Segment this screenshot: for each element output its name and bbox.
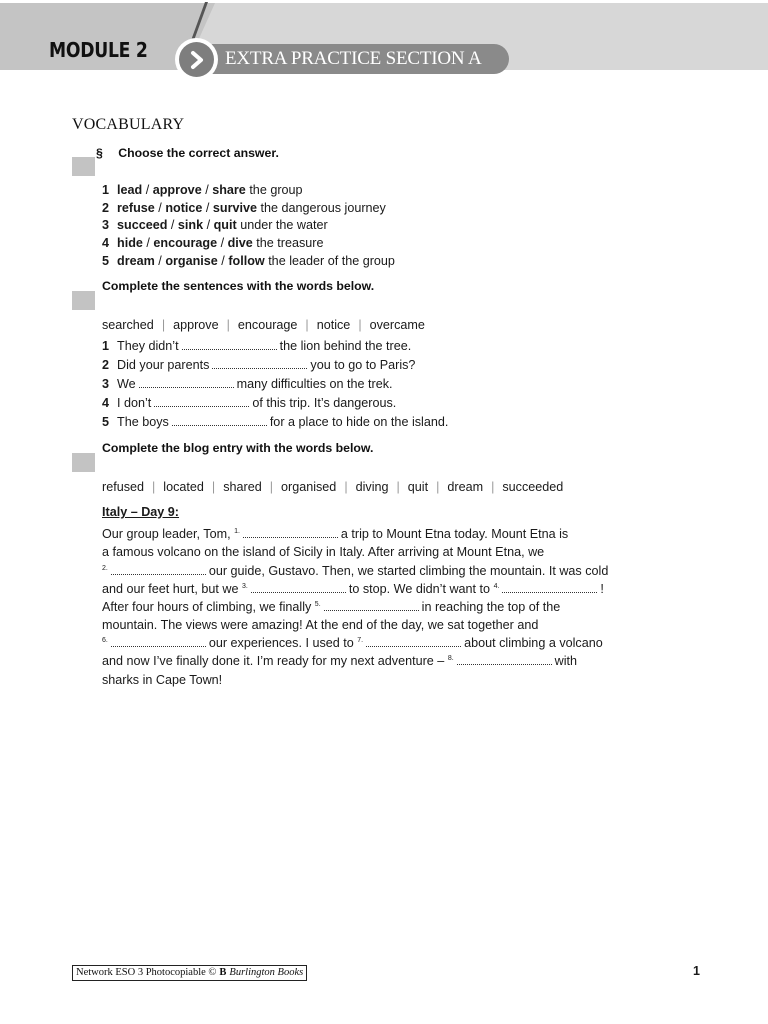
exercise-1-number-box (72, 157, 95, 176)
vocabulary-heading: VOCABULARY (72, 116, 185, 133)
list-item: 2 refuse / notice / survive the dangerous journey (102, 201, 386, 215)
blog-line: mountain. The views were amazing! At the end of the day, we sat together and (102, 618, 539, 632)
answer-blank[interactable] (366, 636, 461, 647)
answer-blank[interactable] (111, 564, 206, 575)
blog-line: $^{6.}$ our experiences. I used to $^{7.}$ about climbing a volcano (102, 636, 603, 650)
blog-line: $^{2.}$ our guide, Gustavo. Then, we started climbing the mountain. It was cold (102, 564, 609, 578)
blog-line: Our group leader, Tom, $^{1.}$ a trip to Mount Etna today. Mount Etna is (102, 527, 569, 541)
answer-blank[interactable] (457, 654, 552, 665)
exercise-3-number-box (72, 453, 95, 472)
list-item: 4 I don’t of this trip. It’s dangerous. (102, 396, 397, 410)
blog-line: a famous volcano on the island of Sicily in Italy. After arriving at Mount Etna, we (102, 545, 545, 559)
blog-heading: Italy – Day 9: (102, 505, 180, 519)
section-title: EXTRA PRACTICE SECTION A (225, 48, 482, 69)
answer-blank[interactable] (212, 358, 307, 369)
blog-line: and now I’ve finally done it. I’m ready for my next adventure – $^{8.}$ with (102, 654, 578, 668)
word-bank: searched | approve | encourage | notice | overcame (102, 318, 425, 332)
answer-blank[interactable] (154, 396, 249, 407)
burlington-logo-icon: B (219, 967, 227, 978)
list-item: 5 The boys for a place to hide on the island. (102, 415, 449, 429)
blog-line: and our feet hurt, but we $^{3.}$ to stop. We didn’t want to $^{4.}$ ! (102, 582, 604, 596)
module-label: MODULE 2 (49, 38, 148, 62)
answer-blank[interactable] (324, 600, 419, 611)
blog-line: sharks in Cape Town! (102, 673, 223, 687)
answer-blank[interactable] (251, 582, 346, 593)
list-item: 3 succeed / sink / quit under the water (102, 218, 328, 232)
answer-blank[interactable] (172, 415, 267, 426)
answer-blank[interactable] (502, 582, 597, 593)
list-item: 4 hide / encourage / dive the treasure (102, 236, 324, 250)
list-item: 1 lead / approve / share the group (102, 183, 303, 197)
answer-blank[interactable] (182, 339, 277, 350)
exercise-2-instruction: Complete the sentences with the words below. (102, 279, 375, 293)
list-item: 3 We many difficulties on the trek. (102, 377, 393, 391)
list-item: 5 dream / organise / follow the leader of the group (102, 254, 395, 268)
exercise-1-instruction: § Choose the correct answer. (96, 146, 279, 160)
blog-line: After four hours of climbing, we finally $^{5.}$ in reaching the top of the (102, 600, 561, 614)
page-number: 1 (693, 964, 700, 978)
chevron-right-icon (179, 42, 214, 77)
answer-blank[interactable] (243, 527, 338, 538)
bullet-icon: § (96, 146, 103, 160)
list-item: 1 They didn’t the lion behind the tree. (102, 339, 412, 353)
list-item: 2 Did your parents you to go to Paris? (102, 358, 416, 372)
word-bank: refused | located | shared | organised | diving | quit | dream | succeeded (102, 480, 564, 494)
exercise-3-instruction: Complete the blog entry with the words below. (102, 441, 374, 455)
answer-blank[interactable] (139, 377, 234, 388)
footer-copyright: Network ESO 3 Photocopiable © B Burlington Books (72, 965, 307, 981)
exercise-2-number-box (72, 291, 95, 310)
answer-blank[interactable] (111, 636, 206, 647)
